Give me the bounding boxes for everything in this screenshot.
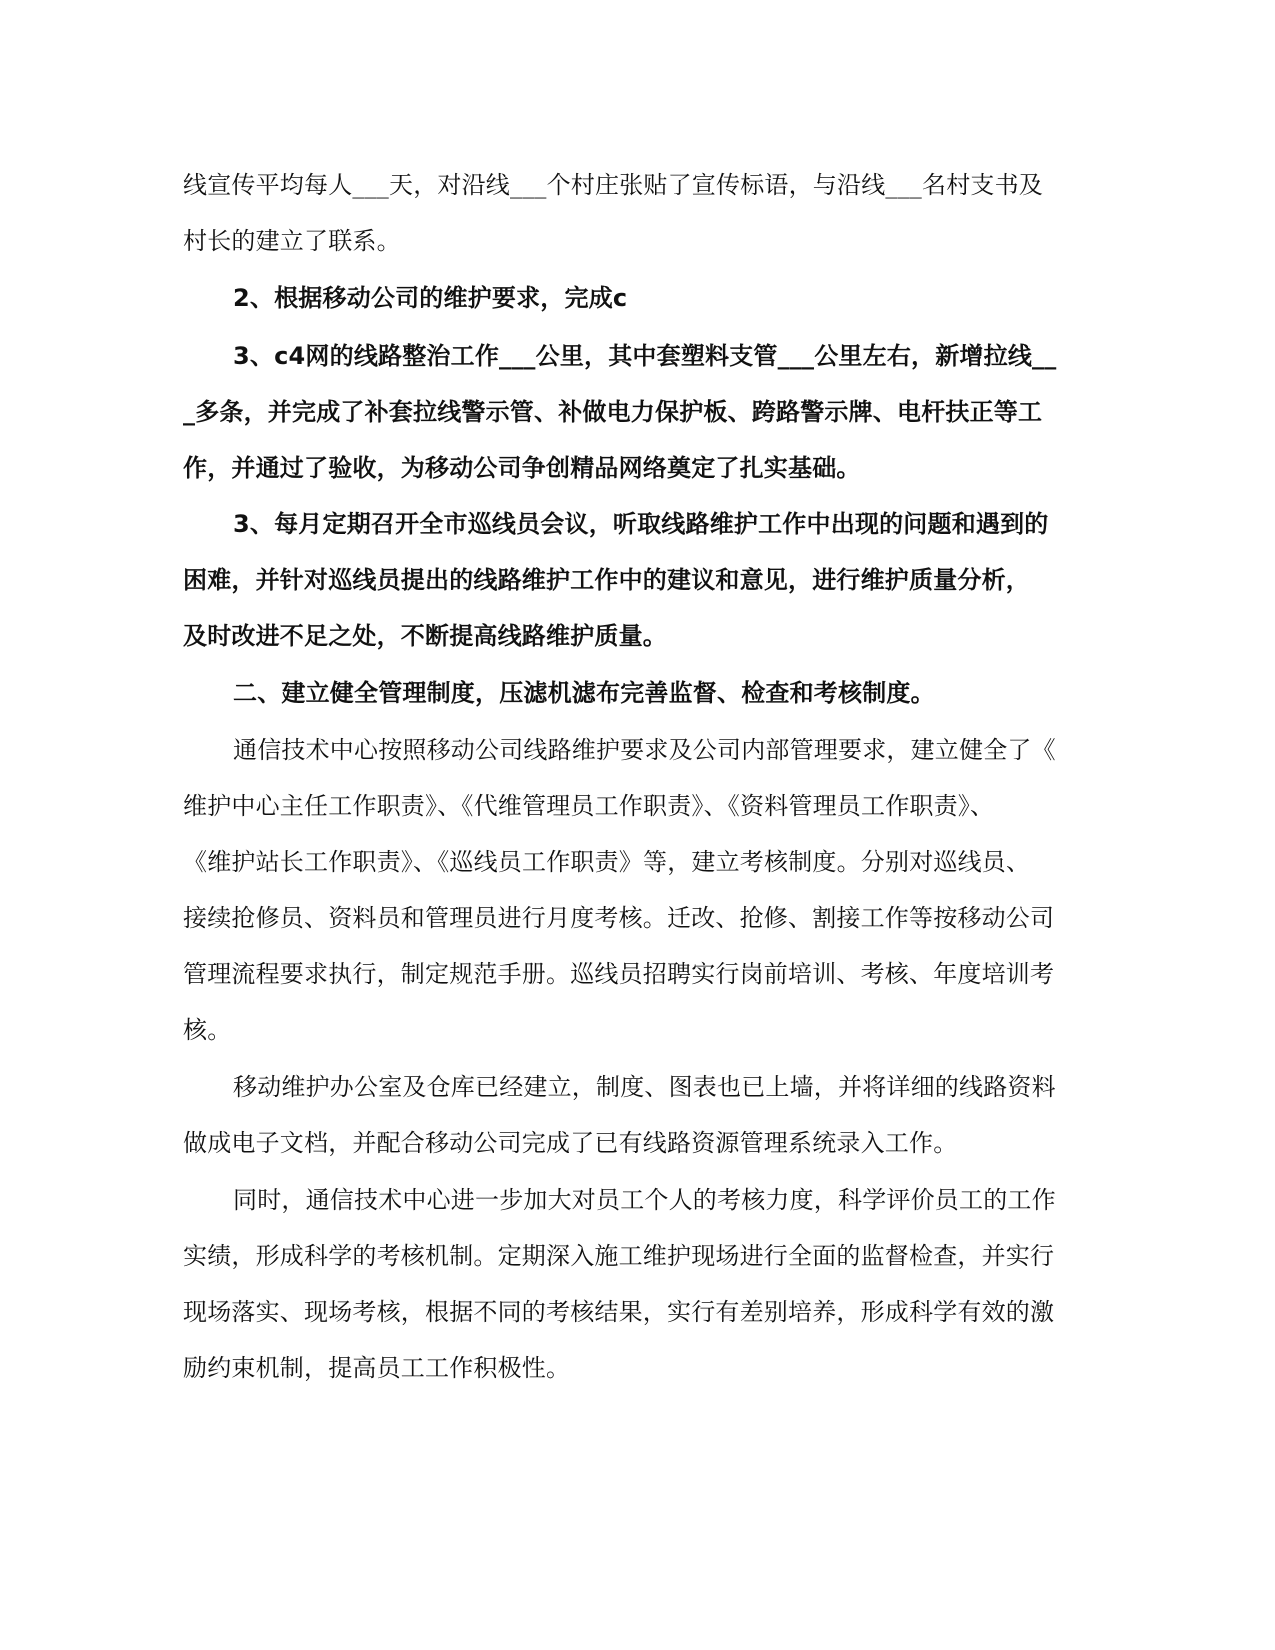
list-item-heading: 2、根据移动公司的维护要求，完成c — [233, 284, 628, 312]
section-heading: 二、建立健全管理制度，压滤机滤布完善监督、检查和考核制度。 — [233, 679, 935, 707]
text-line: 核。 — [183, 1016, 232, 1044]
text-line: 《维护站长工作职责》、《巡线员工作职责》等，建立考核制度。分别对巡线员、 — [183, 848, 1031, 876]
text-line: 移动维护办公室及仓库已经建立，制度、图表也已上墙，并将详细的线路资料 — [233, 1073, 1056, 1101]
list-item-heading: 3、每月定期召开全市巡线员会议，听取线路维护工作中出现的问题和遇到的 — [233, 510, 1049, 538]
text-line: 接续抢修员、资料员和管理员进行月度考核。迁改、抢修、割接工作等按移动公司 — [183, 904, 1055, 932]
text-line: 现场落实、现场考核，根据不同的考核结果，实行有差别培养，形成科学有效的激 — [183, 1298, 1055, 1326]
text-line: 励约束机制，提高员工工作积极性。 — [183, 1354, 571, 1382]
text-line: 做成电子文档，并配合移动公司完成了已有线路资源管理系统录入工作。 — [183, 1129, 958, 1157]
text-line: 维护中心主任工作职责》、《代维管理员工作职责》、《资料管理员工作职责》、 — [183, 792, 995, 820]
text-line: 通信技术中心按照移动公司线路维护要求及公司内部管理要求，建立健全了《 — [233, 736, 1056, 764]
text-line: 困难，并针对巡线员提出的线路维护工作中的建议和意见，进行维护质量分析， — [183, 566, 1030, 594]
text-line: 管理流程要求执行，制定规范手册。巡线员招聘实行岗前培训、考核、年度培训考 — [183, 960, 1055, 988]
list-item-heading: 3、c4网的线路整治工作___公里，其中套塑料支管___公里左右，新增拉线__ — [233, 342, 1057, 370]
text-line: 线宣传平均每人___天，对沿线___个村庄张贴了宣传标语，与沿线___名村支书及 — [183, 171, 1043, 199]
text-line: 村长的建立了联系。 — [183, 227, 401, 255]
text-line: _多条，并完成了补套拉线警示管、补做电力保护板、跨路警示牌、电杆扶正等工 — [183, 398, 1043, 426]
text-line: 作，并通过了验收，为移动公司争创精品网络奠定了扎实基础。 — [183, 454, 861, 482]
text-line: 实绩，形成科学的考核机制。定期深入施工维护现场进行全面的监督检查，并实行 — [183, 1242, 1055, 1270]
text-line: 及时改进不足之处，不断提高线路维护质量。 — [183, 622, 667, 650]
text-line: 同时，通信技术中心进一步加大对员工个人的考核力度，科学评价员工的工作 — [233, 1186, 1056, 1214]
